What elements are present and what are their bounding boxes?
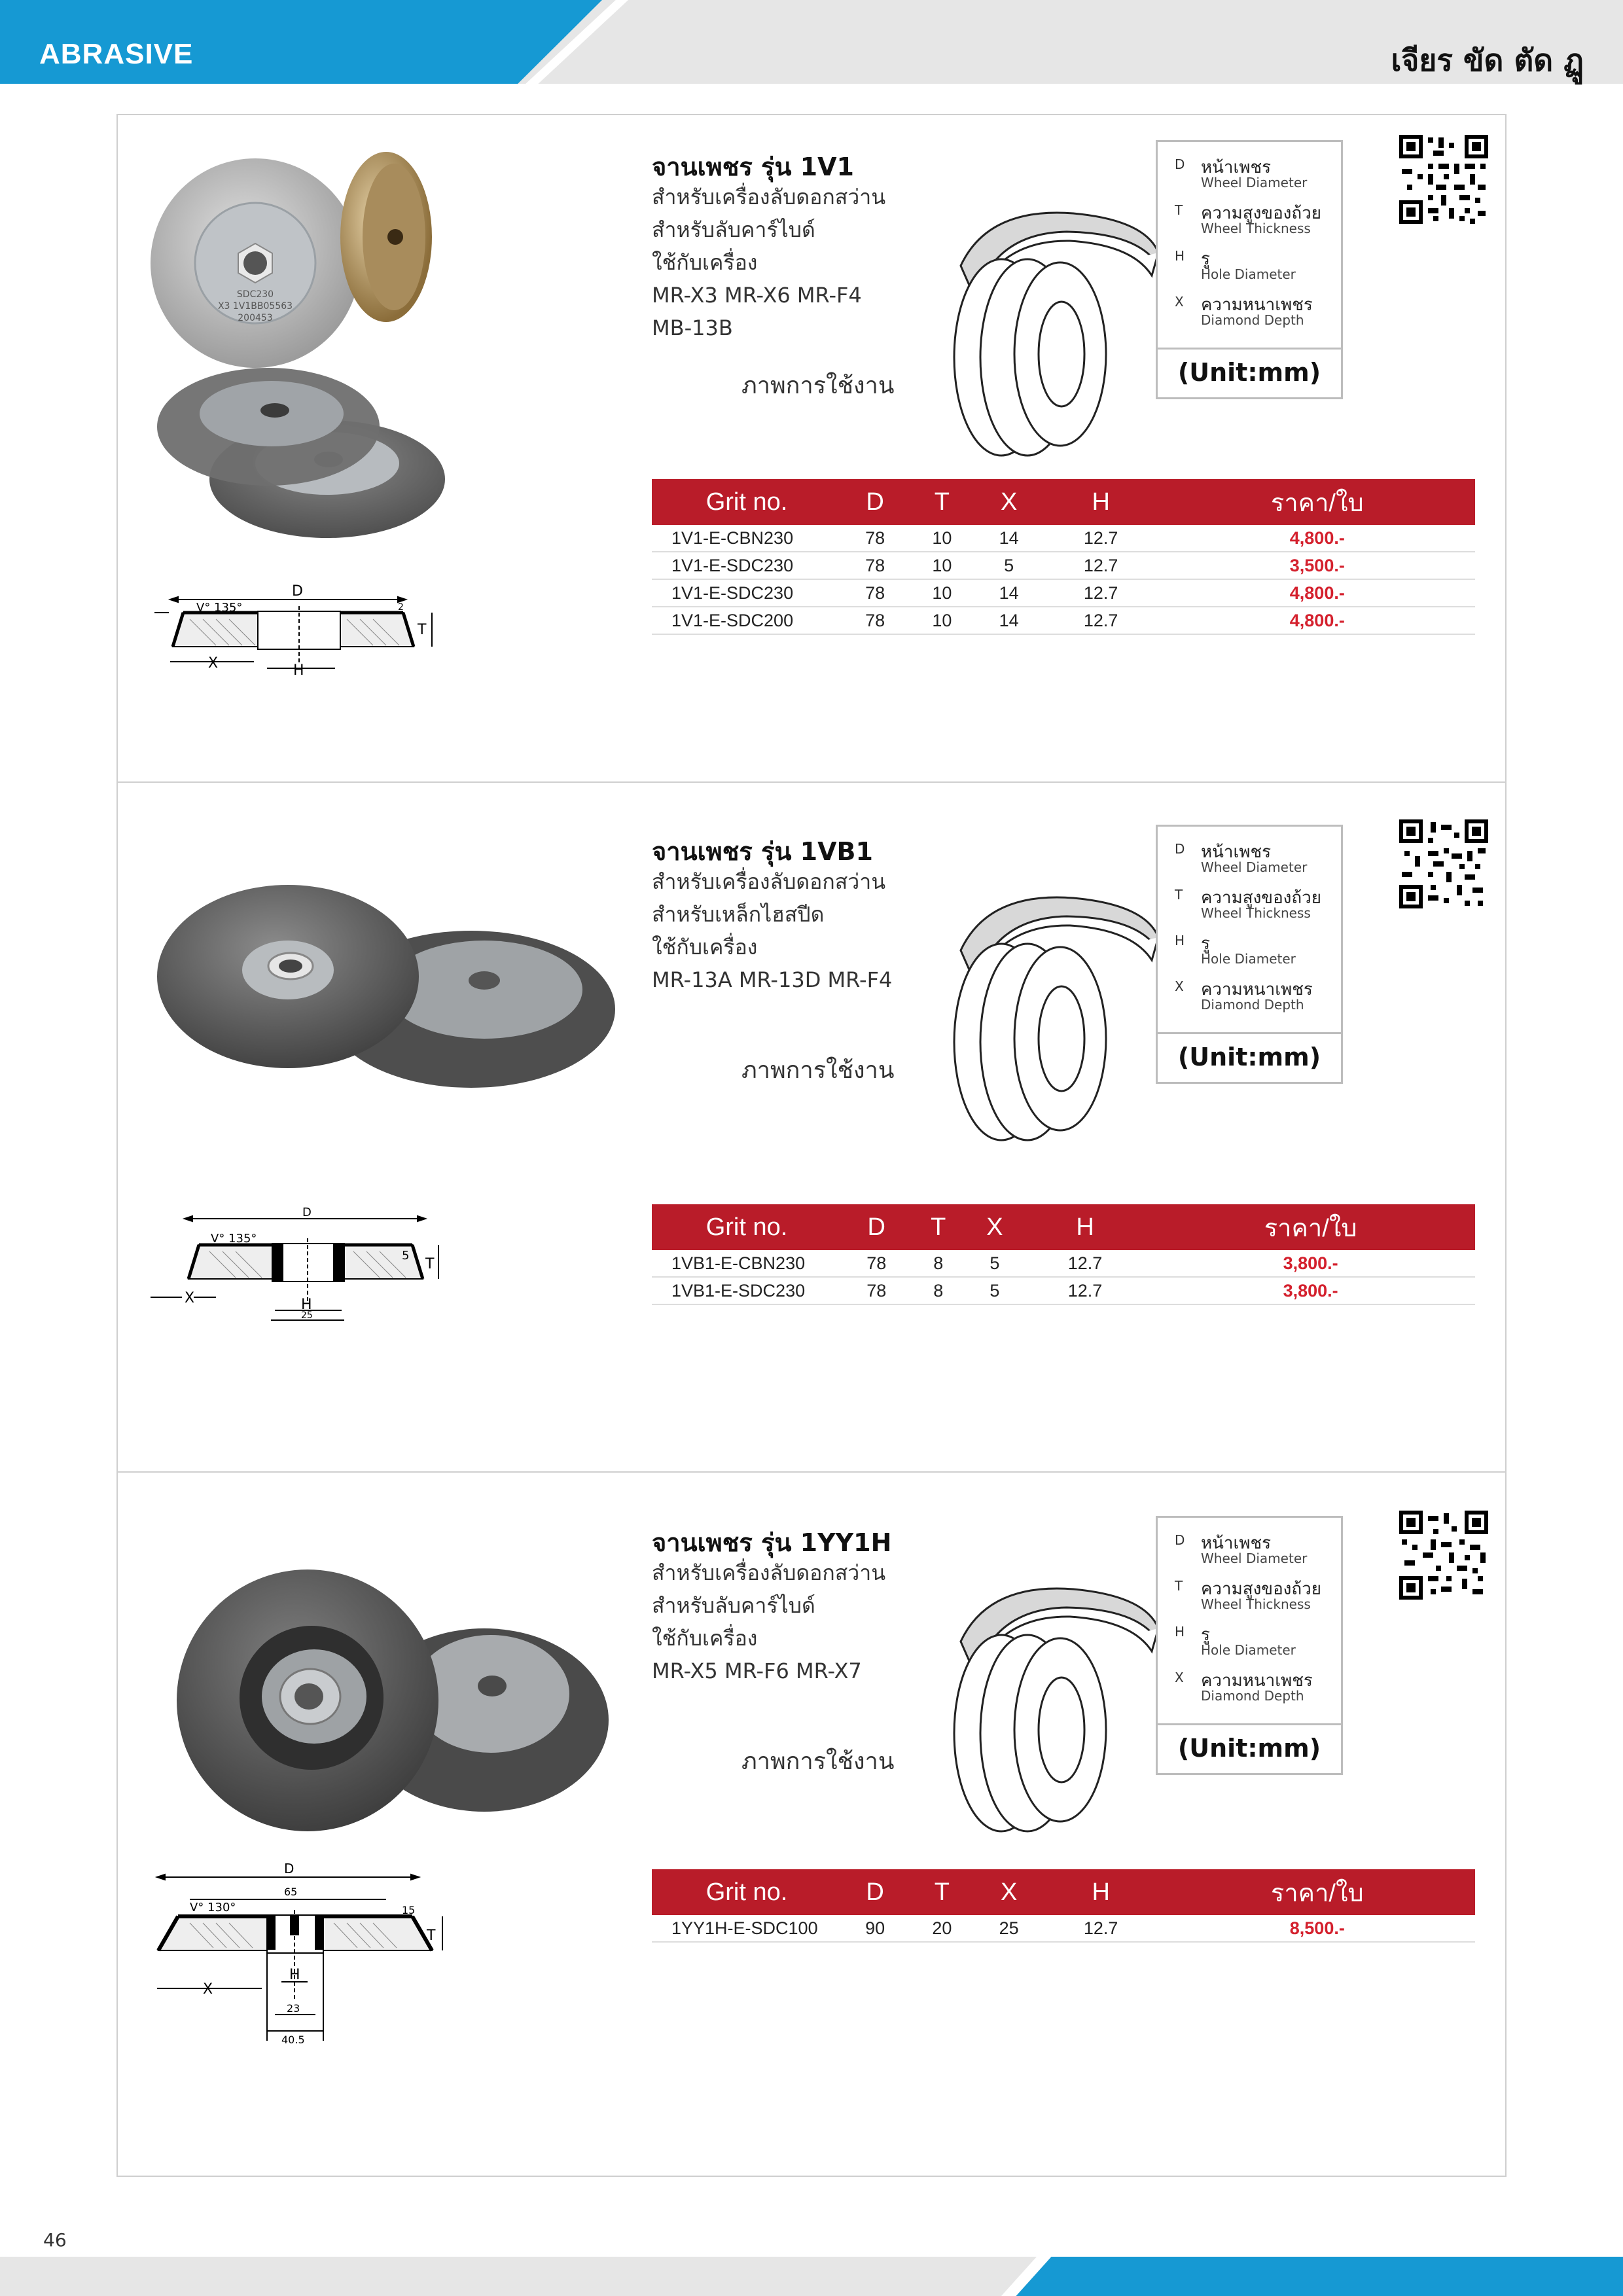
legend-letter: H [1175, 933, 1185, 948]
legend-box [1156, 140, 1343, 399]
desc-line: สำหรับลับคาร์ไบด์ [652, 217, 815, 242]
category-label: ABRASIVE [39, 38, 194, 70]
cell-price: 8,500.- [1160, 1915, 1475, 1942]
dim-h-label: H [301, 1297, 312, 1313]
engraving-line: SDC230 [236, 289, 274, 300]
legend-box [1156, 825, 1343, 1084]
legend-en: Hole Diameter [1201, 1642, 1296, 1658]
cell-price: 3,800.- [1146, 1250, 1475, 1277]
dim-bottom-label: 25 [301, 1310, 313, 1321]
cell-h: 12.7 [1043, 579, 1160, 607]
legend-th: รู [1201, 934, 1210, 954]
angle-label: V° 135° [211, 1232, 257, 1246]
cell-grit: 1VB1-E-CBN230 [652, 1250, 842, 1277]
legend-box [1156, 1516, 1343, 1775]
col-t: T [912, 1204, 965, 1250]
cell-x: 25 [976, 1915, 1043, 1942]
table-header-row [652, 1204, 1475, 1250]
dim-x-label: X [203, 1981, 213, 1998]
dim-d-label: D [292, 583, 303, 600]
cell-d: 78 [842, 1277, 912, 1304]
product-title: จานเพชร รุ่น 1VB1 [652, 837, 873, 866]
cell-x: 5 [965, 1277, 1024, 1304]
desc-line: สำหรับเครื่องลับดอกสว่าน [652, 185, 886, 209]
table-header-row [652, 479, 1475, 525]
usage-label: ภาพการใช้งาน [741, 372, 895, 399]
legend-th: ความสูงของถ้วย [1201, 1579, 1321, 1599]
cell-price: 4,800.- [1160, 579, 1475, 607]
legend-th: ความหนาเพชร [1201, 295, 1313, 315]
cell-x: 14 [976, 525, 1043, 552]
legend-th: ความหนาเพชร [1201, 1671, 1313, 1691]
product-title: จานเพชร รุ่น 1V1 [652, 152, 854, 181]
cell-t: 8 [912, 1277, 965, 1304]
product-description [652, 865, 892, 996]
legend-letter: H [1175, 1624, 1185, 1640]
col-grit: Grit no. [652, 479, 842, 525]
header-tagline: เจียร ขัด ตัด ฏู [1391, 43, 1584, 78]
cell-t: 8 [912, 1250, 965, 1277]
footer-accent [1014, 2257, 1623, 2296]
dim-edge-label: 5 [402, 1249, 410, 1263]
cell-h: 12.7 [1024, 1277, 1146, 1304]
legend-th: ความหนาเพชร [1201, 980, 1313, 999]
qr-code-icon[interactable] [1399, 819, 1488, 908]
col-x: X [976, 479, 1043, 525]
legend-th: รู [1201, 249, 1210, 269]
cell-h: 12.7 [1024, 1250, 1146, 1277]
dim-d-label: D [284, 1861, 294, 1876]
usage-diagram [877, 852, 1165, 1140]
legend-letter: T [1175, 887, 1183, 903]
cell-d: 78 [842, 552, 908, 579]
desc-line: MR-X5 MR-F6 MR-X7 [652, 1659, 862, 1683]
angle-label: V° 130° [190, 1901, 236, 1914]
legend-en: Wheel Diameter [1201, 859, 1308, 875]
dim-bottom-label: 40.5 [281, 2034, 305, 2046]
cell-t: 10 [908, 552, 975, 579]
legend-en: Wheel Diameter [1201, 175, 1308, 190]
dim-edge-label: 15 [402, 1904, 416, 1916]
cell-h: 12.7 [1043, 1915, 1160, 1942]
angle-label: V° 135° [196, 601, 243, 615]
legend-th: ความสูงของถ้วย [1201, 204, 1321, 223]
product-photo [177, 1570, 609, 1844]
usage-label: ภาพการใช้งาน [741, 1748, 895, 1775]
legend-divider [1158, 1032, 1341, 1034]
product-description [652, 1556, 885, 1687]
desc-line: สำหรับลับคาร์ไบด์ [652, 1593, 815, 1618]
dimension-drawing [151, 1206, 438, 1323]
dim-h-label: H [293, 662, 304, 679]
dim-x-label: X [185, 1290, 195, 1306]
spec-table [652, 1204, 1475, 1305]
legend-en: Wheel Thickness [1201, 221, 1311, 236]
cell-d: 78 [842, 607, 908, 634]
legend-en: Diamond Depth [1201, 1688, 1304, 1704]
cell-t: 10 [908, 525, 975, 552]
legend-en: Wheel Thickness [1201, 905, 1311, 921]
unit-label: (Unit:mm) [1177, 1734, 1321, 1763]
qr-code-icon[interactable] [1399, 135, 1488, 224]
desc-line: สำหรับเครื่องลับดอกสว่าน [652, 1560, 886, 1585]
legend-divider [1158, 348, 1341, 350]
legend-letter: D [1175, 1532, 1185, 1548]
product-description [652, 181, 885, 344]
legend-letter: H [1175, 248, 1185, 264]
cell-h: 12.7 [1043, 525, 1160, 552]
legend-th: หน้าเพชร [1201, 158, 1272, 177]
cell-x: 5 [965, 1250, 1024, 1277]
dim-t-label: T [425, 1256, 435, 1272]
cell-x: 14 [976, 607, 1043, 634]
col-d: D [842, 1204, 912, 1250]
product-section-1vb1 [118, 800, 1505, 1484]
cell-t: 10 [908, 607, 975, 634]
unit-label: (Unit:mm) [1177, 1043, 1321, 1071]
usage-diagram [877, 1543, 1165, 1831]
table-row [652, 607, 1475, 634]
col-grit: Grit no. [652, 1204, 842, 1250]
cell-grit: 1V1-E-SDC200 [652, 607, 842, 634]
dimension-drawing [151, 1857, 445, 2047]
cell-price: 4,800.- [1160, 525, 1475, 552]
cell-d: 78 [842, 579, 908, 607]
legend-th: รู [1201, 1625, 1210, 1645]
cell-x: 14 [976, 579, 1043, 607]
dim-t-label: T [427, 1928, 436, 1944]
cell-grit: 1V1-E-SDC230 [652, 579, 842, 607]
col-h: H [1043, 479, 1160, 525]
product-title: จานเพชร รุ่น 1YY1H [652, 1528, 892, 1557]
cell-t: 20 [908, 1915, 975, 1942]
desc-line: MR-13A MR-13D MR-F4 [652, 967, 893, 992]
legend-th: หน้าเพชร [1201, 1534, 1272, 1553]
legend-letter: X [1175, 1670, 1184, 1685]
cell-price: 4,800.- [1160, 607, 1475, 634]
engraving-line: X3 1V1BB05563 [217, 301, 293, 312]
desc-line: สำหรับเครื่องลับดอกสว่าน [652, 869, 886, 894]
legend-en: Hole Diameter [1201, 266, 1296, 282]
legend-letter: T [1175, 202, 1183, 218]
table-row [652, 552, 1475, 579]
legend-en: Wheel Diameter [1201, 1551, 1308, 1566]
col-x: X [965, 1204, 1024, 1250]
cell-x: 5 [976, 552, 1043, 579]
col-grit: Grit no. [652, 1869, 842, 1915]
legend-letter: X [1175, 978, 1184, 994]
desc-line: ใช้กับเครื่อง [652, 935, 758, 960]
cell-price: 3,800.- [1146, 1277, 1475, 1304]
cell-d: 90 [842, 1915, 908, 1942]
cell-h: 12.7 [1043, 552, 1160, 579]
legend-en: Hole Diameter [1201, 951, 1296, 967]
legend-letter: D [1175, 156, 1185, 172]
legend-en: Diamond Depth [1201, 312, 1304, 328]
spec-table [652, 479, 1475, 635]
legend-th: หน้าเพชร [1201, 842, 1272, 862]
desc-line: ใช้กับเครื่อง [652, 250, 758, 275]
dim-inner-label: 23 [287, 2002, 300, 2015]
col-h: H [1024, 1204, 1146, 1250]
usage-label: ภาพการใช้งาน [741, 1057, 895, 1084]
col-price: ราคา/ใบ [1146, 1204, 1475, 1250]
dim-top-label: 65 [284, 1886, 298, 1898]
dim-h-label: H [289, 1967, 300, 1983]
legend-th: ความสูงของถ้วย [1201, 888, 1321, 908]
table-row [652, 1915, 1475, 1942]
desc-line: MB-13B [652, 315, 733, 340]
col-x: X [976, 1869, 1043, 1915]
table-row [652, 1250, 1475, 1277]
cell-grit: 1V1-E-CBN230 [652, 525, 842, 552]
col-t: T [908, 1869, 975, 1915]
desc-line: สำหรับเหล็กไฮสปีด [652, 902, 825, 927]
usage-diagram [877, 168, 1165, 456]
dim-d-label: D [302, 1206, 312, 1219]
dim-edge-label: 2 [398, 602, 404, 613]
table-row [652, 579, 1475, 607]
desc-line: ใช้กับเครื่อง [652, 1626, 758, 1651]
page-number: 46 [43, 2229, 67, 2251]
qr-code-icon[interactable] [1399, 1511, 1488, 1600]
cell-d: 78 [842, 1250, 912, 1277]
cell-grit: 1YY1H-E-SDC100 [652, 1915, 842, 1942]
product-photo [157, 152, 445, 571]
product-photo [157, 872, 615, 1094]
product-section-1yy1h [118, 1491, 1505, 2176]
col-d: D [842, 479, 908, 525]
col-h: H [1043, 1869, 1160, 1915]
cell-grit: 1VB1-E-SDC230 [652, 1277, 842, 1304]
legend-en: Wheel Thickness [1201, 1596, 1311, 1612]
cell-h: 12.7 [1043, 607, 1160, 634]
product-section-1v1 [118, 115, 1505, 800]
col-t: T [908, 479, 975, 525]
table-header-row [652, 1869, 1475, 1915]
engraving-line: 200453 [238, 313, 273, 323]
spec-table [652, 1869, 1475, 1943]
table-row [652, 525, 1475, 552]
legend-letter: D [1175, 841, 1185, 857]
cell-price: 3,500.- [1160, 552, 1475, 579]
cell-d: 78 [842, 525, 908, 552]
legend-letter: T [1175, 1578, 1183, 1594]
dim-x-label: X [208, 655, 219, 672]
legend-en: Diamond Depth [1201, 997, 1304, 1013]
col-d: D [842, 1869, 908, 1915]
legend-letter: X [1175, 294, 1184, 310]
desc-line: MR-X3 MR-X6 MR-F4 [652, 283, 862, 308]
dim-t-label: T [418, 622, 427, 638]
col-price: ราคา/ใบ [1160, 479, 1475, 525]
table-row [652, 1277, 1475, 1304]
cell-t: 10 [908, 579, 975, 607]
cell-grit: 1V1-E-SDC230 [652, 552, 842, 579]
dimension-drawing [151, 573, 425, 691]
unit-label: (Unit:mm) [1177, 358, 1321, 387]
col-price: ราคา/ใบ [1160, 1869, 1475, 1915]
legend-divider [1158, 1723, 1341, 1725]
